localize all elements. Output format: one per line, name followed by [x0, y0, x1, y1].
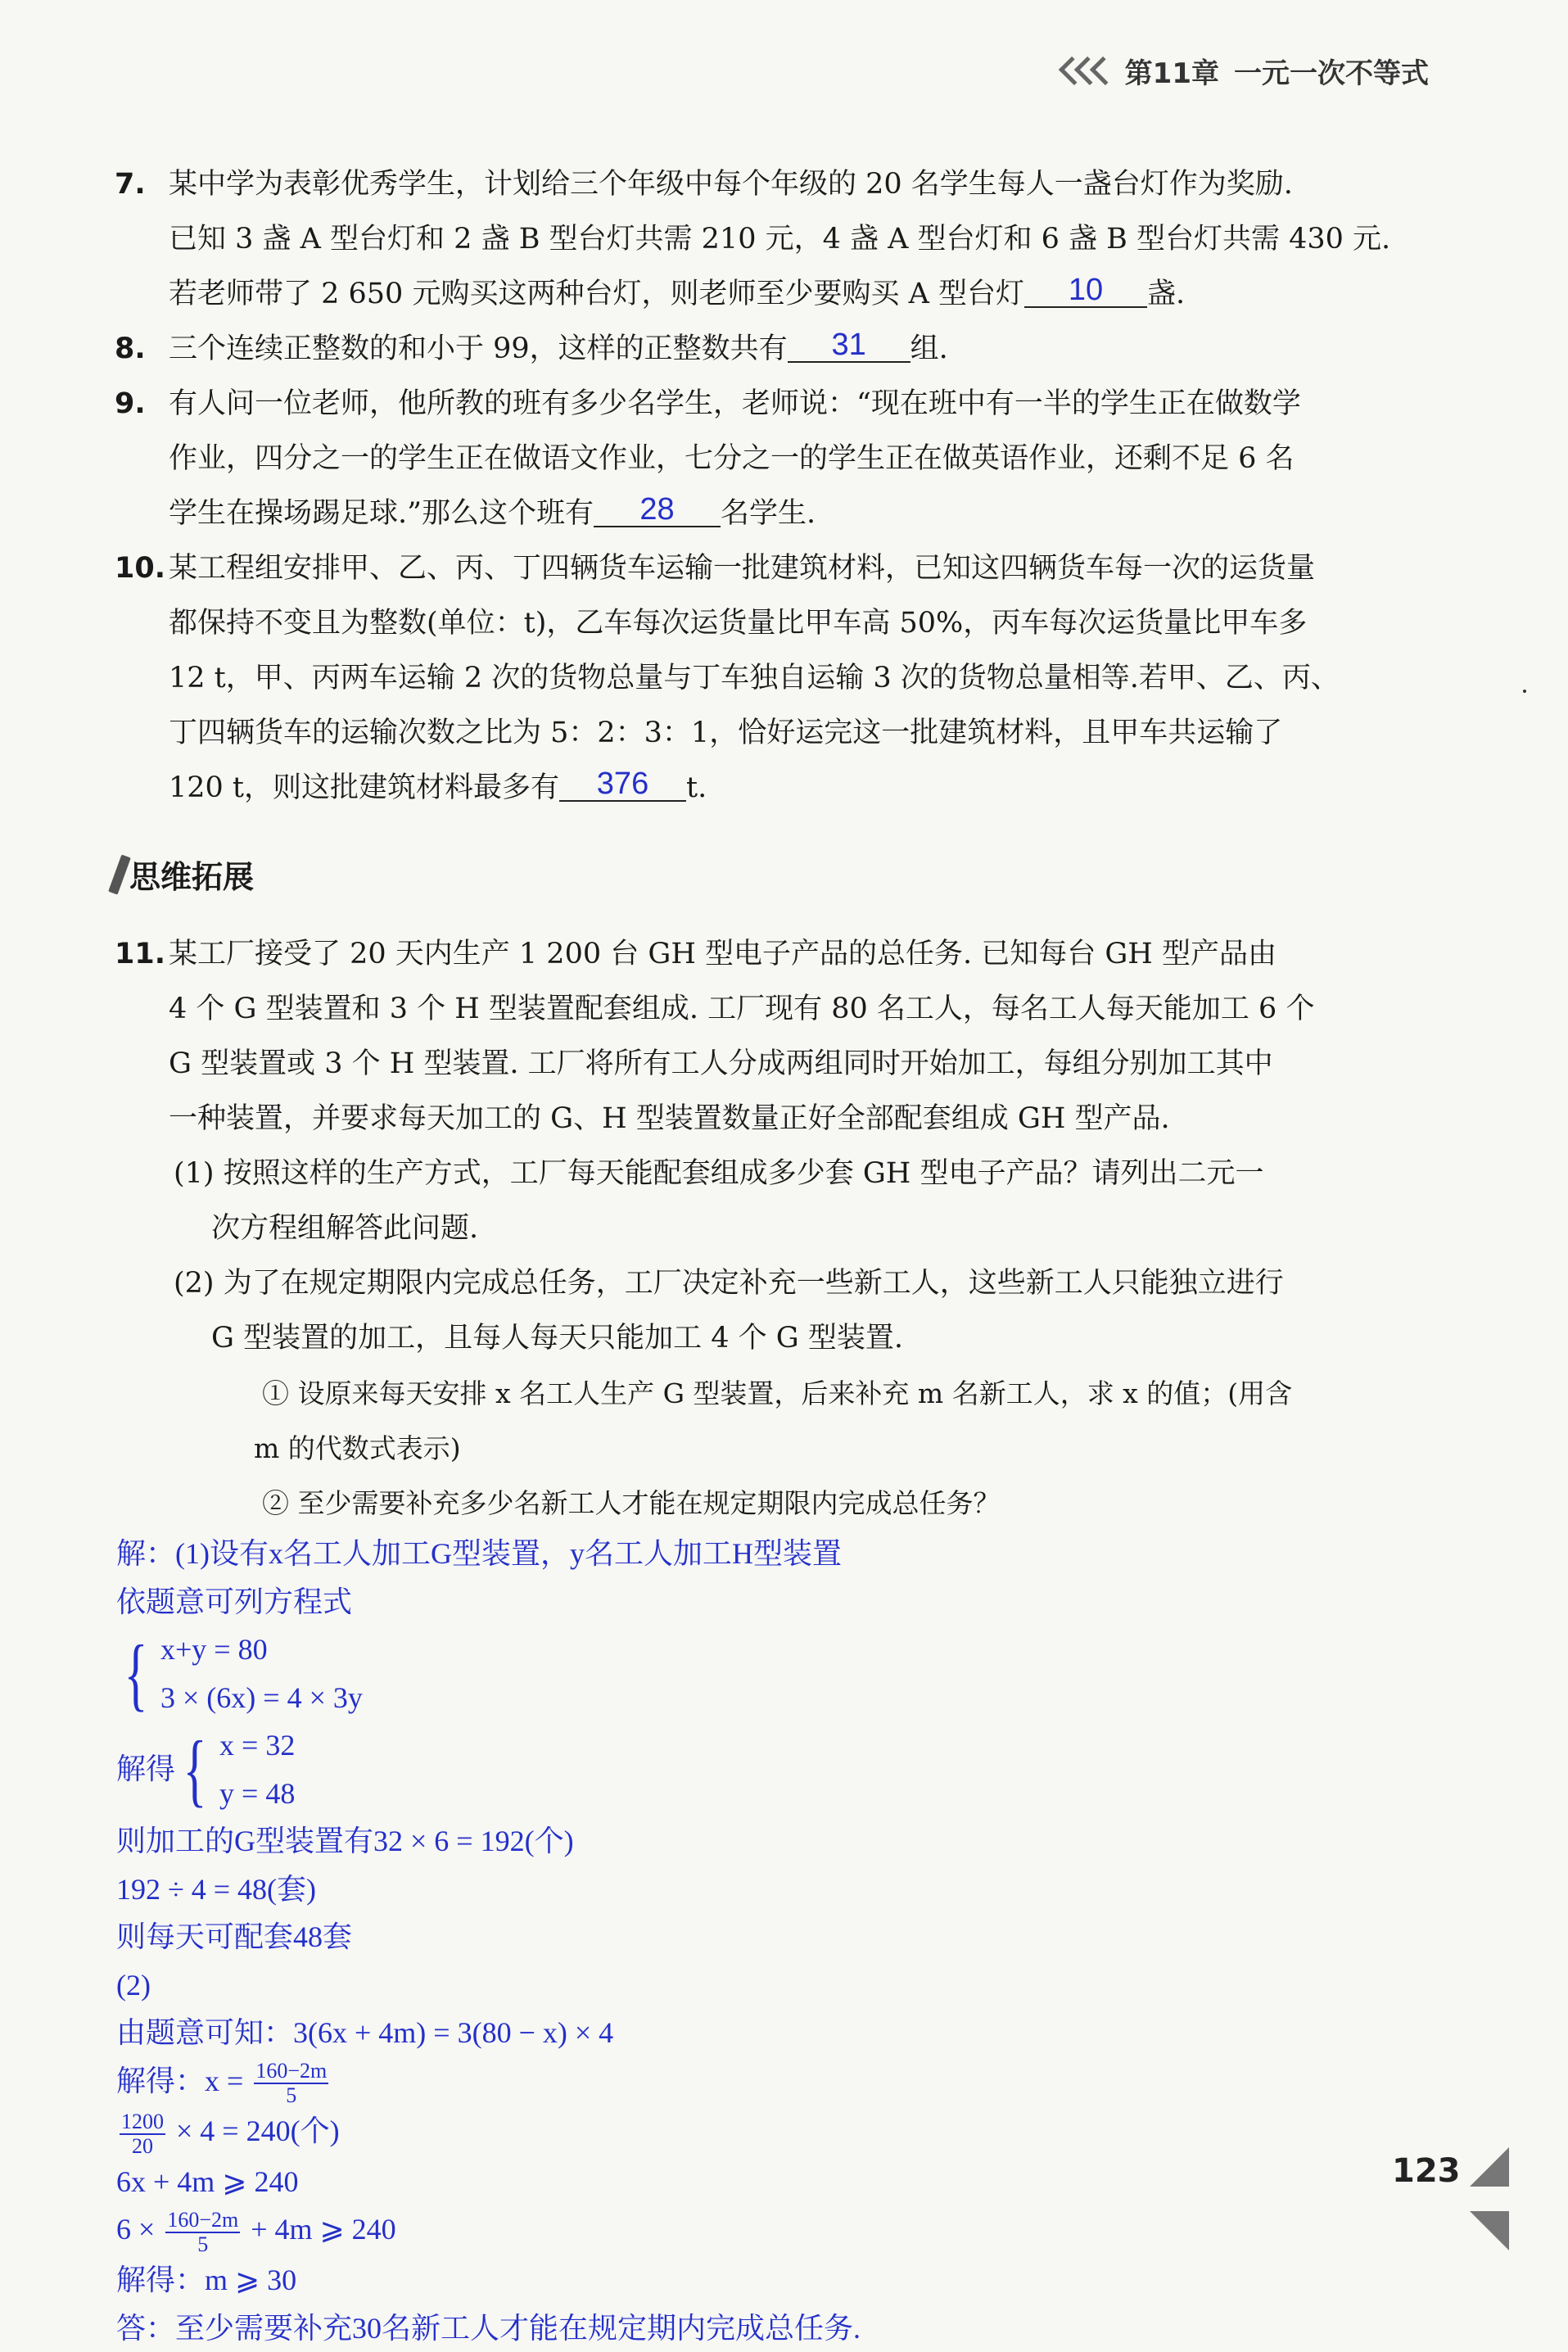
section-title: 思维拓展	[115, 852, 254, 897]
question-10: 10. 某工程组安排甲、乙、丙、丁四辆货车运输一批建筑材料，已知这四辆货车每一次的运货量 都保持不变且为整数(单位：t)，乙车每次运货量比甲车高 50%，丙车每次运货量比甲车多 12 t，甲、丙两车运输 2 次的货物总量与丁车独自运输 3 次的货物总量相等.若甲、乙、丙、 丁四辆货车的运输次数之比为 5：2：3：1，恰好运完这一批建筑材料，且甲车共运输了 120 t，则这批建筑材料最多有 376 t.	[115, 552, 1340, 804]
question-9: 9. 有人问一位老师，他所教的班有多少名学生，老师说：“现在班中有一半的学生正在做数学 作业，四分之一的学生正在做语文作业，七分之一的学生正在做英语作业，还剩不足 6 名 学生在操场踢足球.”那么这个班有 28 名学生.	[115, 387, 1301, 530]
question-7: 7. 某中学为表彰优秀学生，计划给三个年级中每个年级的 20 名学生每人一盏台灯作为奖励. 已知 3 盏 A 型台灯和 2 盏 B 型台灯共需 210 元，4 盏 A 型台灯和 6 盏 B 型台灯共需 430 元. 若老师带了 2 650 元购买这两种台灯，则老师至少要购买 A 型台灯 10 盏.	[115, 168, 1391, 310]
speck	[1523, 690, 1526, 693]
questions-top	[115, 157, 1425, 816]
answer-blank: 10	[1024, 274, 1147, 308]
answer-blank: 28	[594, 493, 721, 527]
solution-system: 解得 { x = 32 y = 48	[116, 1723, 296, 1815]
answer-blank: 31	[788, 328, 911, 363]
fraction: $\frac{160-2m}{5}$	[167, 2208, 239, 2257]
pencil-icon	[108, 854, 131, 894]
answer-blank: 376	[559, 767, 686, 802]
chapter-header	[1064, 51, 1429, 91]
page-number: 123	[1392, 2152, 1461, 2190]
page-corner-icon	[1470, 2147, 1509, 2187]
fraction: $\frac{1200}{20}$	[121, 2109, 164, 2158]
handwritten-solution: 解：(1)设有x名工人加工G型装置，y名工人加工H型装置 依题意可列方程式 { x+y = 80 3 × (6x) = 4 × 3y 解得 { x = 32 y = 48 则加工的G型装置有32 × 6 = 192(个) 192 ÷ 4 = 48(套) 则每天可配套48套 (2) 由题意可知：3(6x + 4m) = 3(80 − x) × 4 解得：x = $\frac{160-2m}{5}$ $\frac{1200}{20}$ × 4 = 240(个) 6x + 4m ⩾ 240 6 × $\frac{160-2m}{5}$ + 4m ⩾ 240 解得：m ⩾ 30 答：至少需要补充30名新工人才能在规定期内完成总任务.	[116, 1530, 1344, 2352]
chevron-left-icon	[1064, 60, 1110, 82]
chapter-title: 一元一次不等式	[1234, 57, 1429, 90]
page-corner-icon	[1470, 2211, 1509, 2250]
fraction: $\frac{160-2m}{5}$	[255, 2059, 328, 2108]
question-11: 11. 某工厂接受了 20 天内生产 1 200 台 GH 型电子产品的总任务. 已知每台 GH 型产品由 4 个 G 型装置和 3 个 H 型装置配套组成. 工厂现有 80 名工人，每名工人每天能加工 6 个 G 型装置或 3 个 H 型装置. 工厂将所有工人分成两组同时开始加工，每组分别加工其中 一种装置，并要求每天加工的 G、H 型装置数量正好全部配套组成 GH 型产品. (1) 按照这样的生产方式，工厂每天能配套组成多少套 GH 型电子产品？请列出二元一 次方程组解答此问题. (2) 为了在规定期限内完成总任务，工厂决定补充一些新工人，这些新工人只能独立进行 G 型装置的加工，且每人每天只能加工 4 个 G 型装置. ① 设原来每天安排 x 名工人生产 G 型装置，后来补充 m 名新工人，求 x 的值；(用含 m 的代数式表示) ② 至少需要补充多少名新工人才能在规定期限内完成总任务？	[115, 938, 1315, 1519]
chapter-number: 第11章	[1124, 57, 1219, 90]
equation-system: { x+y = 80 3 × (6x) = 4 × 3y	[124, 1627, 363, 1719]
question-8: 8. 三个连续正整数的和小于 99，这样的正整数共有 31 组.	[115, 328, 948, 365]
